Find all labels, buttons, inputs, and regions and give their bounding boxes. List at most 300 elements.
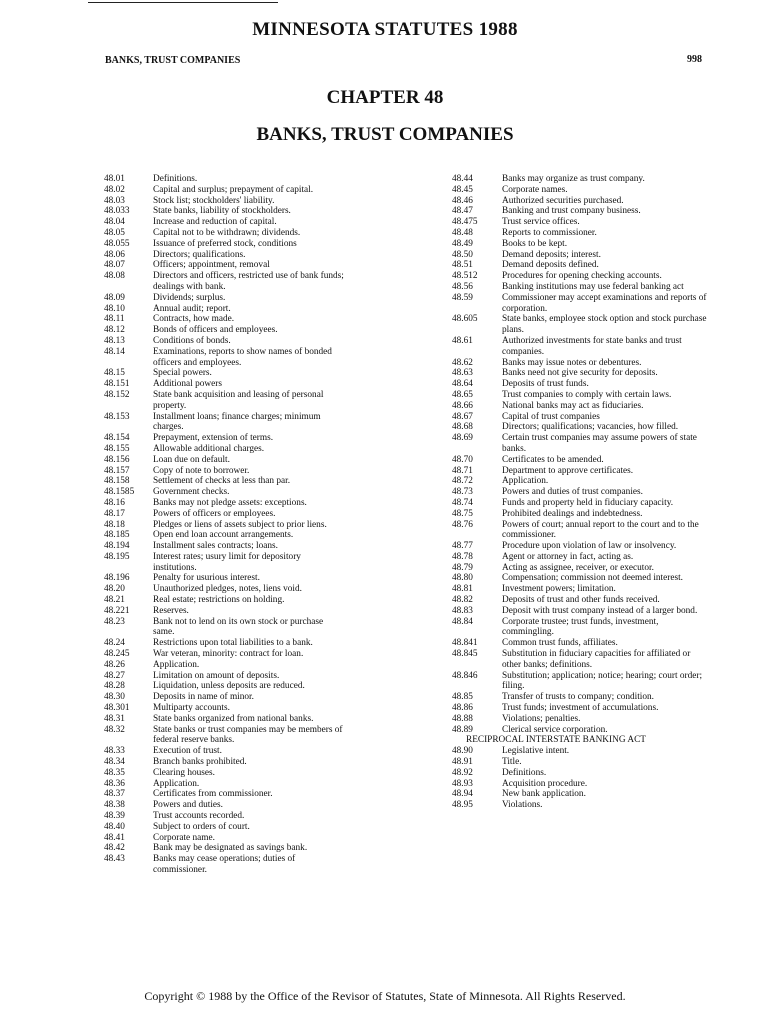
section-description: Investment powers; limitation. xyxy=(502,584,616,595)
section-number: 48.41 xyxy=(104,832,125,843)
section-description: Definitions. xyxy=(502,767,547,778)
toc-entry xyxy=(452,455,707,466)
section-description: Legislative intent. xyxy=(502,746,570,757)
toc-entry xyxy=(104,455,344,466)
section-number: 48.27 xyxy=(104,670,125,681)
section-description: Capital and surplus; prepayment of capital. xyxy=(153,184,314,195)
section-description: Powers of court; annual report to the court and to the commissioner. xyxy=(502,519,699,541)
section-number: 48.92 xyxy=(452,767,473,778)
toc-entry xyxy=(104,217,344,228)
section-number: 48.512 xyxy=(452,271,478,282)
toc-entry xyxy=(452,595,707,606)
section-number: 48.65 xyxy=(452,389,473,400)
toc-entry xyxy=(452,358,707,369)
section-number: 48.16 xyxy=(104,497,125,508)
toc-entry xyxy=(452,789,707,800)
toc-entry xyxy=(452,185,707,196)
section-number: 48.39 xyxy=(104,811,125,822)
section-description: Capital not to be withdrawn; dividends. xyxy=(153,227,301,238)
section-number: 48.79 xyxy=(452,562,473,573)
toc-entry xyxy=(104,843,344,854)
section-number: 48.31 xyxy=(104,713,125,724)
section-number: 48.156 xyxy=(104,454,130,465)
section-number: 48.46 xyxy=(452,195,473,206)
toc-entry xyxy=(452,422,707,433)
toc-entry xyxy=(452,282,707,293)
section-description: Contracts, how made. xyxy=(153,314,235,325)
toc-left-column xyxy=(104,174,344,876)
toc-section-heading: RECIPROCAL INTERSTATE BANKING ACT xyxy=(466,735,646,746)
section-number: 48.66 xyxy=(452,400,473,411)
toc-entry xyxy=(104,379,344,390)
section-description: Officers; appointment, removal xyxy=(153,260,270,271)
toc-entry xyxy=(104,530,344,541)
toc-entry xyxy=(104,412,344,434)
toc-entry xyxy=(452,552,707,563)
section-description: Clearing houses. xyxy=(153,767,215,778)
section-description: Stock list; stockholders' liability. xyxy=(153,195,275,206)
toc-entry xyxy=(104,325,344,336)
section-number: 48.845 xyxy=(452,649,478,660)
section-description: Powers of officers or employees. xyxy=(153,508,276,519)
section-description: Directors; qualifications. xyxy=(153,249,246,260)
section-number: 48.09 xyxy=(104,292,125,303)
toc-entry xyxy=(452,509,707,520)
toc-entry xyxy=(452,617,707,639)
section-number: 48.24 xyxy=(104,638,125,649)
section-number: 48.35 xyxy=(104,767,125,778)
section-description: Interest rates; usury limit for depository institutions. xyxy=(153,551,301,573)
section-description: Banking and trust company business. xyxy=(502,206,641,217)
section-number: 48.69 xyxy=(452,433,473,444)
toc-entry xyxy=(452,466,707,477)
section-number: 48.10 xyxy=(104,303,125,314)
section-description: Directors and officers, restricted use of bank funds; dealings with bank. xyxy=(153,271,344,292)
toc-entry xyxy=(452,271,707,282)
section-description: Trust service offices. xyxy=(502,217,580,228)
toc-entry xyxy=(104,768,344,779)
section-description: Substitution; application; notice; hearing; court order; filing. xyxy=(502,670,703,692)
section-description: Dividends; surplus. xyxy=(153,292,226,303)
toc-entry xyxy=(104,293,344,304)
section-description: Deposit with trust company instead of a larger bond. xyxy=(502,605,698,616)
section-description: Installment loans; finance charges; minimum charges. xyxy=(153,411,321,433)
toc-entry xyxy=(452,584,707,595)
section-number: 48.17 xyxy=(104,508,125,519)
section-description: Banks may organize as trust company. xyxy=(502,174,645,184)
section-number: 48.83 xyxy=(452,605,473,616)
section-number: 48.73 xyxy=(452,487,473,498)
section-number: 48.846 xyxy=(452,670,478,681)
section-number: 48.56 xyxy=(452,281,473,292)
toc-entry xyxy=(452,725,707,736)
section-number: 48.40 xyxy=(104,821,125,832)
section-number: 48.75 xyxy=(452,508,473,519)
section-number: 48.67 xyxy=(452,411,473,422)
toc-entry xyxy=(104,196,344,207)
section-description: Funds and property held in fiduciary capacity. xyxy=(502,497,674,508)
toc-entry xyxy=(104,638,344,649)
section-description: Execution of trust. xyxy=(153,746,222,757)
section-number: 48.88 xyxy=(452,713,473,724)
section-description: Prohibited dealings and indebtedness. xyxy=(502,508,643,519)
section-number: 48.51 xyxy=(452,260,473,271)
section-description: Limitation on amount of deposits. xyxy=(153,670,280,681)
section-description: Application. xyxy=(502,476,549,487)
section-number: 48.89 xyxy=(452,724,473,735)
toc-entry xyxy=(104,606,344,617)
toc-entry xyxy=(104,671,344,682)
toc-entry xyxy=(452,692,707,703)
section-number: 48.21 xyxy=(104,595,125,606)
section-description: Trust companies to comply with certain laws. xyxy=(502,389,672,400)
section-description: State banks organized from national banks. xyxy=(153,713,314,724)
toc-entry xyxy=(104,541,344,552)
toc-entry xyxy=(104,854,344,876)
section-description: Certificates to be amended. xyxy=(502,454,604,465)
section-number: 48.76 xyxy=(452,519,473,530)
section-number: 48.26 xyxy=(104,659,125,670)
section-number: 48.80 xyxy=(452,573,473,584)
toc-entry xyxy=(452,703,707,714)
section-number: 48.02 xyxy=(104,184,125,195)
section-number: 48.77 xyxy=(452,541,473,552)
section-number: 48.196 xyxy=(104,573,130,584)
toc-entry xyxy=(104,584,344,595)
toc-entry xyxy=(452,714,707,725)
section-number: 48.90 xyxy=(452,746,473,757)
section-description: Corporate trustee; trust funds, investment, commingling. xyxy=(502,616,659,638)
copyright-notice: Copyright © 1988 by the Office of the Revisor of Statutes, State of Minnesota. All Rights Reserved. xyxy=(144,989,626,1003)
section-description: Bank may be designated as savings bank. xyxy=(153,843,308,854)
section-description: Violations. xyxy=(502,800,543,811)
toc-entry xyxy=(104,466,344,477)
toc-entry xyxy=(104,692,344,703)
section-description: Substitution in fiduciary capacities for affiliated or other banks; definitions. xyxy=(502,649,691,670)
section-number: 48.81 xyxy=(452,584,473,595)
toc-entry xyxy=(104,833,344,844)
section-description: Subject to orders of court. xyxy=(153,821,250,832)
section-number: 48.01 xyxy=(104,174,125,184)
section-number: 48.14 xyxy=(104,346,125,357)
section-number: 48.71 xyxy=(452,465,473,476)
toc-entry xyxy=(104,779,344,790)
section-number: 48.37 xyxy=(104,789,125,800)
section-number: 48.11 xyxy=(104,314,125,325)
statute-title: MINNESOTA STATUTES 1988 xyxy=(252,19,518,40)
toc-entry xyxy=(452,228,707,239)
section-number: 48.72 xyxy=(452,476,473,487)
toc-entry xyxy=(104,347,344,369)
section-description: Deposits of trust and other funds received. xyxy=(502,595,660,606)
section-number: 48.151 xyxy=(104,379,130,390)
toc-entry xyxy=(104,617,344,639)
running-head: BANKS, TRUST COMPANIES xyxy=(105,55,241,66)
toc-entry xyxy=(104,336,344,347)
section-description: Allowable additional charges. xyxy=(153,443,265,454)
section-number: 48.475 xyxy=(452,217,478,228)
section-number: 48.45 xyxy=(452,184,473,195)
section-number: 48.153 xyxy=(104,411,130,422)
section-description: Common trust funds, affiliates. xyxy=(502,638,618,649)
toc-entry xyxy=(104,174,344,185)
toc-entry xyxy=(452,606,707,617)
section-description: State banks, liability of stockholders. xyxy=(153,206,291,217)
section-number: 48.33 xyxy=(104,746,125,757)
toc-entry xyxy=(104,314,344,325)
toc-entry xyxy=(104,649,344,660)
section-description: Prepayment, extension of terms. xyxy=(153,433,274,444)
section-description: Loan due on default. xyxy=(153,454,230,465)
toc-entry xyxy=(452,541,707,552)
chapter-subtitle: BANKS, TRUST COMPANIES xyxy=(256,124,514,145)
toc-entry xyxy=(104,304,344,315)
section-number: 48.32 xyxy=(104,724,125,735)
toc-entry xyxy=(452,336,707,358)
section-description: Transfer of trusts to company; condition. xyxy=(502,692,655,703)
section-description: Pledges or liens of assets subject to prior liens. xyxy=(153,519,327,530)
section-number: 48.68 xyxy=(452,422,473,433)
section-number: 48.185 xyxy=(104,530,130,541)
section-number: 48.245 xyxy=(104,649,130,660)
section-description: Certain trust companies may assume powers of state banks. xyxy=(502,433,697,454)
section-description: Bonds of officers and employees. xyxy=(153,325,278,336)
section-description: Powers and duties. xyxy=(153,800,223,811)
chapter-title: CHAPTER 48 xyxy=(326,87,444,108)
page-number: 998 xyxy=(687,54,702,65)
toc-entry xyxy=(452,412,707,423)
section-description: Authorized securities purchased. xyxy=(502,195,624,206)
toc-entry xyxy=(452,379,707,390)
section-number: 48.59 xyxy=(452,292,473,303)
toc-entry xyxy=(104,595,344,606)
section-description: Reports to commissioner. xyxy=(502,227,597,238)
section-number: 48.221 xyxy=(104,605,130,616)
section-description: Deposits in name of minor. xyxy=(153,692,254,703)
section-description: Liquidation, unless deposits are reduced. xyxy=(153,681,305,692)
section-description: Branch banks prohibited. xyxy=(153,757,247,768)
toc-entry xyxy=(452,638,707,649)
toc-entry xyxy=(104,476,344,487)
toc-entry xyxy=(104,789,344,800)
section-number: 48.15 xyxy=(104,368,125,379)
section-number: 48.30 xyxy=(104,692,125,703)
section-description: Multiparty accounts. xyxy=(153,703,230,714)
section-number: 48.033 xyxy=(104,206,130,217)
section-number: 48.05 xyxy=(104,227,125,238)
section-number: 48.1585 xyxy=(104,487,135,498)
section-description: Procedures for opening checking accounts. xyxy=(502,271,662,282)
section-description: Open end loan account arrangements. xyxy=(153,530,294,541)
section-description: Procedure upon violation of law or insolvency. xyxy=(502,541,677,552)
section-description: Trust accounts recorded. xyxy=(153,811,245,822)
section-description: Banking institutions may use federal banking act xyxy=(502,281,684,292)
toc-entry xyxy=(104,433,344,444)
section-description: Authorized investments for state banks and trust companies. xyxy=(502,335,682,357)
toc-entry xyxy=(104,822,344,833)
toc-entry xyxy=(104,725,344,747)
toc-entry xyxy=(452,196,707,207)
toc-entry xyxy=(452,746,707,757)
toc-entry xyxy=(452,476,707,487)
section-number: 48.63 xyxy=(452,368,473,379)
section-description: Clerical service corporation. xyxy=(502,724,608,735)
section-number: 48.07 xyxy=(104,260,125,271)
section-description: Settlement of checks at less than par. xyxy=(153,476,291,487)
toc-entry xyxy=(452,206,707,217)
toc-entry xyxy=(104,498,344,509)
toc-entry xyxy=(452,768,707,779)
section-number: 48.08 xyxy=(104,271,125,282)
toc-entry xyxy=(452,498,707,509)
section-number: 48.78 xyxy=(452,551,473,562)
section-number: 48.605 xyxy=(452,314,478,325)
section-number: 48.70 xyxy=(452,454,473,465)
section-description: Reserves. xyxy=(153,605,189,616)
toc-entry xyxy=(452,649,707,671)
section-description: Penalty for usurious interest. xyxy=(153,573,260,584)
section-description: Application. xyxy=(153,659,200,670)
section-number: 48.157 xyxy=(104,465,130,476)
toc-entry xyxy=(104,250,344,261)
toc-entry xyxy=(452,368,707,379)
section-description: Books to be kept. xyxy=(502,238,568,249)
section-description: Corporate names. xyxy=(502,184,568,195)
section-number: 48.301 xyxy=(104,703,130,714)
section-description: Conditions of bonds. xyxy=(153,335,231,346)
toc-entry xyxy=(104,509,344,520)
section-number: 48.04 xyxy=(104,217,125,228)
section-number: 48.155 xyxy=(104,443,130,454)
section-number: 48.841 xyxy=(452,638,478,649)
toc-entry xyxy=(104,368,344,379)
toc-entry xyxy=(452,563,707,574)
toc-entry xyxy=(452,260,707,271)
section-description: Examinations, reports to show names of bonded officers and employees. xyxy=(153,346,332,368)
toc-entry xyxy=(104,444,344,455)
toc-entry xyxy=(452,433,707,455)
section-number: 48.03 xyxy=(104,195,125,206)
toc-entry xyxy=(452,401,707,412)
section-number: 48.93 xyxy=(452,778,473,789)
toc-entry xyxy=(452,174,707,185)
toc-entry xyxy=(452,250,707,261)
section-description: Additional powers xyxy=(153,379,222,390)
toc-entry xyxy=(452,757,707,768)
section-description: Corporate name. xyxy=(153,832,215,843)
toc-entry xyxy=(104,552,344,574)
section-description: Unauthorized pledges, notes, liens void. xyxy=(153,584,302,595)
toc-entry xyxy=(104,520,344,531)
section-description: Issuance of preferred stock, conditions xyxy=(153,238,297,249)
section-number: 48.13 xyxy=(104,335,125,346)
toc-entry xyxy=(104,185,344,196)
toc-entry xyxy=(104,271,344,293)
section-description: New bank application. xyxy=(502,789,586,800)
section-description: Banks may not pledge assets: exceptions. xyxy=(153,497,307,508)
toc-entry xyxy=(104,239,344,250)
toc-entry xyxy=(452,520,707,542)
section-number: 48.195 xyxy=(104,551,130,562)
toc-entry xyxy=(452,573,707,584)
section-description: Demand deposits; interest. xyxy=(502,249,601,260)
section-description: Definitions. xyxy=(153,174,198,184)
section-description: Government checks. xyxy=(153,487,230,498)
section-description: Acting as assignee, receiver, or executor. xyxy=(502,562,654,573)
toc-entry xyxy=(104,811,344,822)
toc-entry xyxy=(104,800,344,811)
toc-entry xyxy=(104,390,344,412)
toc-entry xyxy=(104,703,344,714)
toc-entry xyxy=(104,487,344,498)
section-number: 48.36 xyxy=(104,778,125,789)
section-description: Title. xyxy=(502,757,522,768)
toc-entry xyxy=(452,314,707,336)
section-number: 48.62 xyxy=(452,357,473,368)
section-description: Increase and reduction of capital. xyxy=(153,217,277,228)
section-number: 48.44 xyxy=(452,174,473,184)
section-number: 48.50 xyxy=(452,249,473,260)
section-description: Copy of note to borrower. xyxy=(153,465,250,476)
toc-entry xyxy=(104,714,344,725)
section-description: Directors; qualifications; vacancies, how filled. xyxy=(502,422,679,433)
section-description: National banks may act as fiduciaries. xyxy=(502,400,644,411)
section-number: 48.47 xyxy=(452,206,473,217)
toc-entry xyxy=(452,671,707,693)
section-number: 48.94 xyxy=(452,789,473,800)
section-description: Real estate; restrictions on holding. xyxy=(153,595,285,606)
section-description: Department to approve certificates. xyxy=(502,465,634,476)
section-number: 48.74 xyxy=(452,497,473,508)
top-rule xyxy=(88,2,278,3)
section-number: 48.82 xyxy=(452,595,473,606)
section-number: 48.85 xyxy=(452,692,473,703)
section-description: Capital of trust companies xyxy=(502,411,600,422)
section-number: 48.38 xyxy=(104,800,125,811)
toc-entry xyxy=(104,260,344,271)
toc-entry xyxy=(104,681,344,692)
toc-entry xyxy=(452,293,707,315)
section-number: 48.12 xyxy=(104,325,125,336)
section-description: Special powers. xyxy=(153,368,212,379)
toc-entry xyxy=(452,779,707,790)
section-description: Compensation; commission not deemed interest. xyxy=(502,573,684,584)
section-number: 48.18 xyxy=(104,519,125,530)
section-description: Trust funds; investment of accumulations. xyxy=(502,703,659,714)
section-description: Acquisition procedure. xyxy=(502,778,588,789)
section-number: 48.42 xyxy=(104,843,125,854)
toc-entry xyxy=(104,757,344,768)
toc-entry xyxy=(104,206,344,217)
section-description: Bank not to lend on its own stock or purchase same. xyxy=(153,616,324,638)
toc-entry xyxy=(452,800,707,811)
toc-entry xyxy=(452,217,707,228)
section-description: Commissioner may accept examinations and reports of corporation. xyxy=(502,292,707,314)
section-description: Banks need not give security for deposits. xyxy=(502,368,658,379)
section-number: 48.158 xyxy=(104,476,130,487)
section-description: Agent or attorney in fact, acting as. xyxy=(502,551,634,562)
section-number: 48.055 xyxy=(104,238,130,249)
section-description: Powers and duties of trust companies. xyxy=(502,487,643,498)
section-number: 48.64 xyxy=(452,379,473,390)
section-description: War veteran, minority: contract for loan. xyxy=(153,649,304,660)
section-description: Deposits of trust funds. xyxy=(502,379,589,390)
section-number: 48.06 xyxy=(104,249,125,260)
section-number: 48.194 xyxy=(104,541,130,552)
section-number: 48.49 xyxy=(452,238,473,249)
section-number: 48.154 xyxy=(104,433,130,444)
section-description: Certificates from commissioner. xyxy=(153,789,273,800)
